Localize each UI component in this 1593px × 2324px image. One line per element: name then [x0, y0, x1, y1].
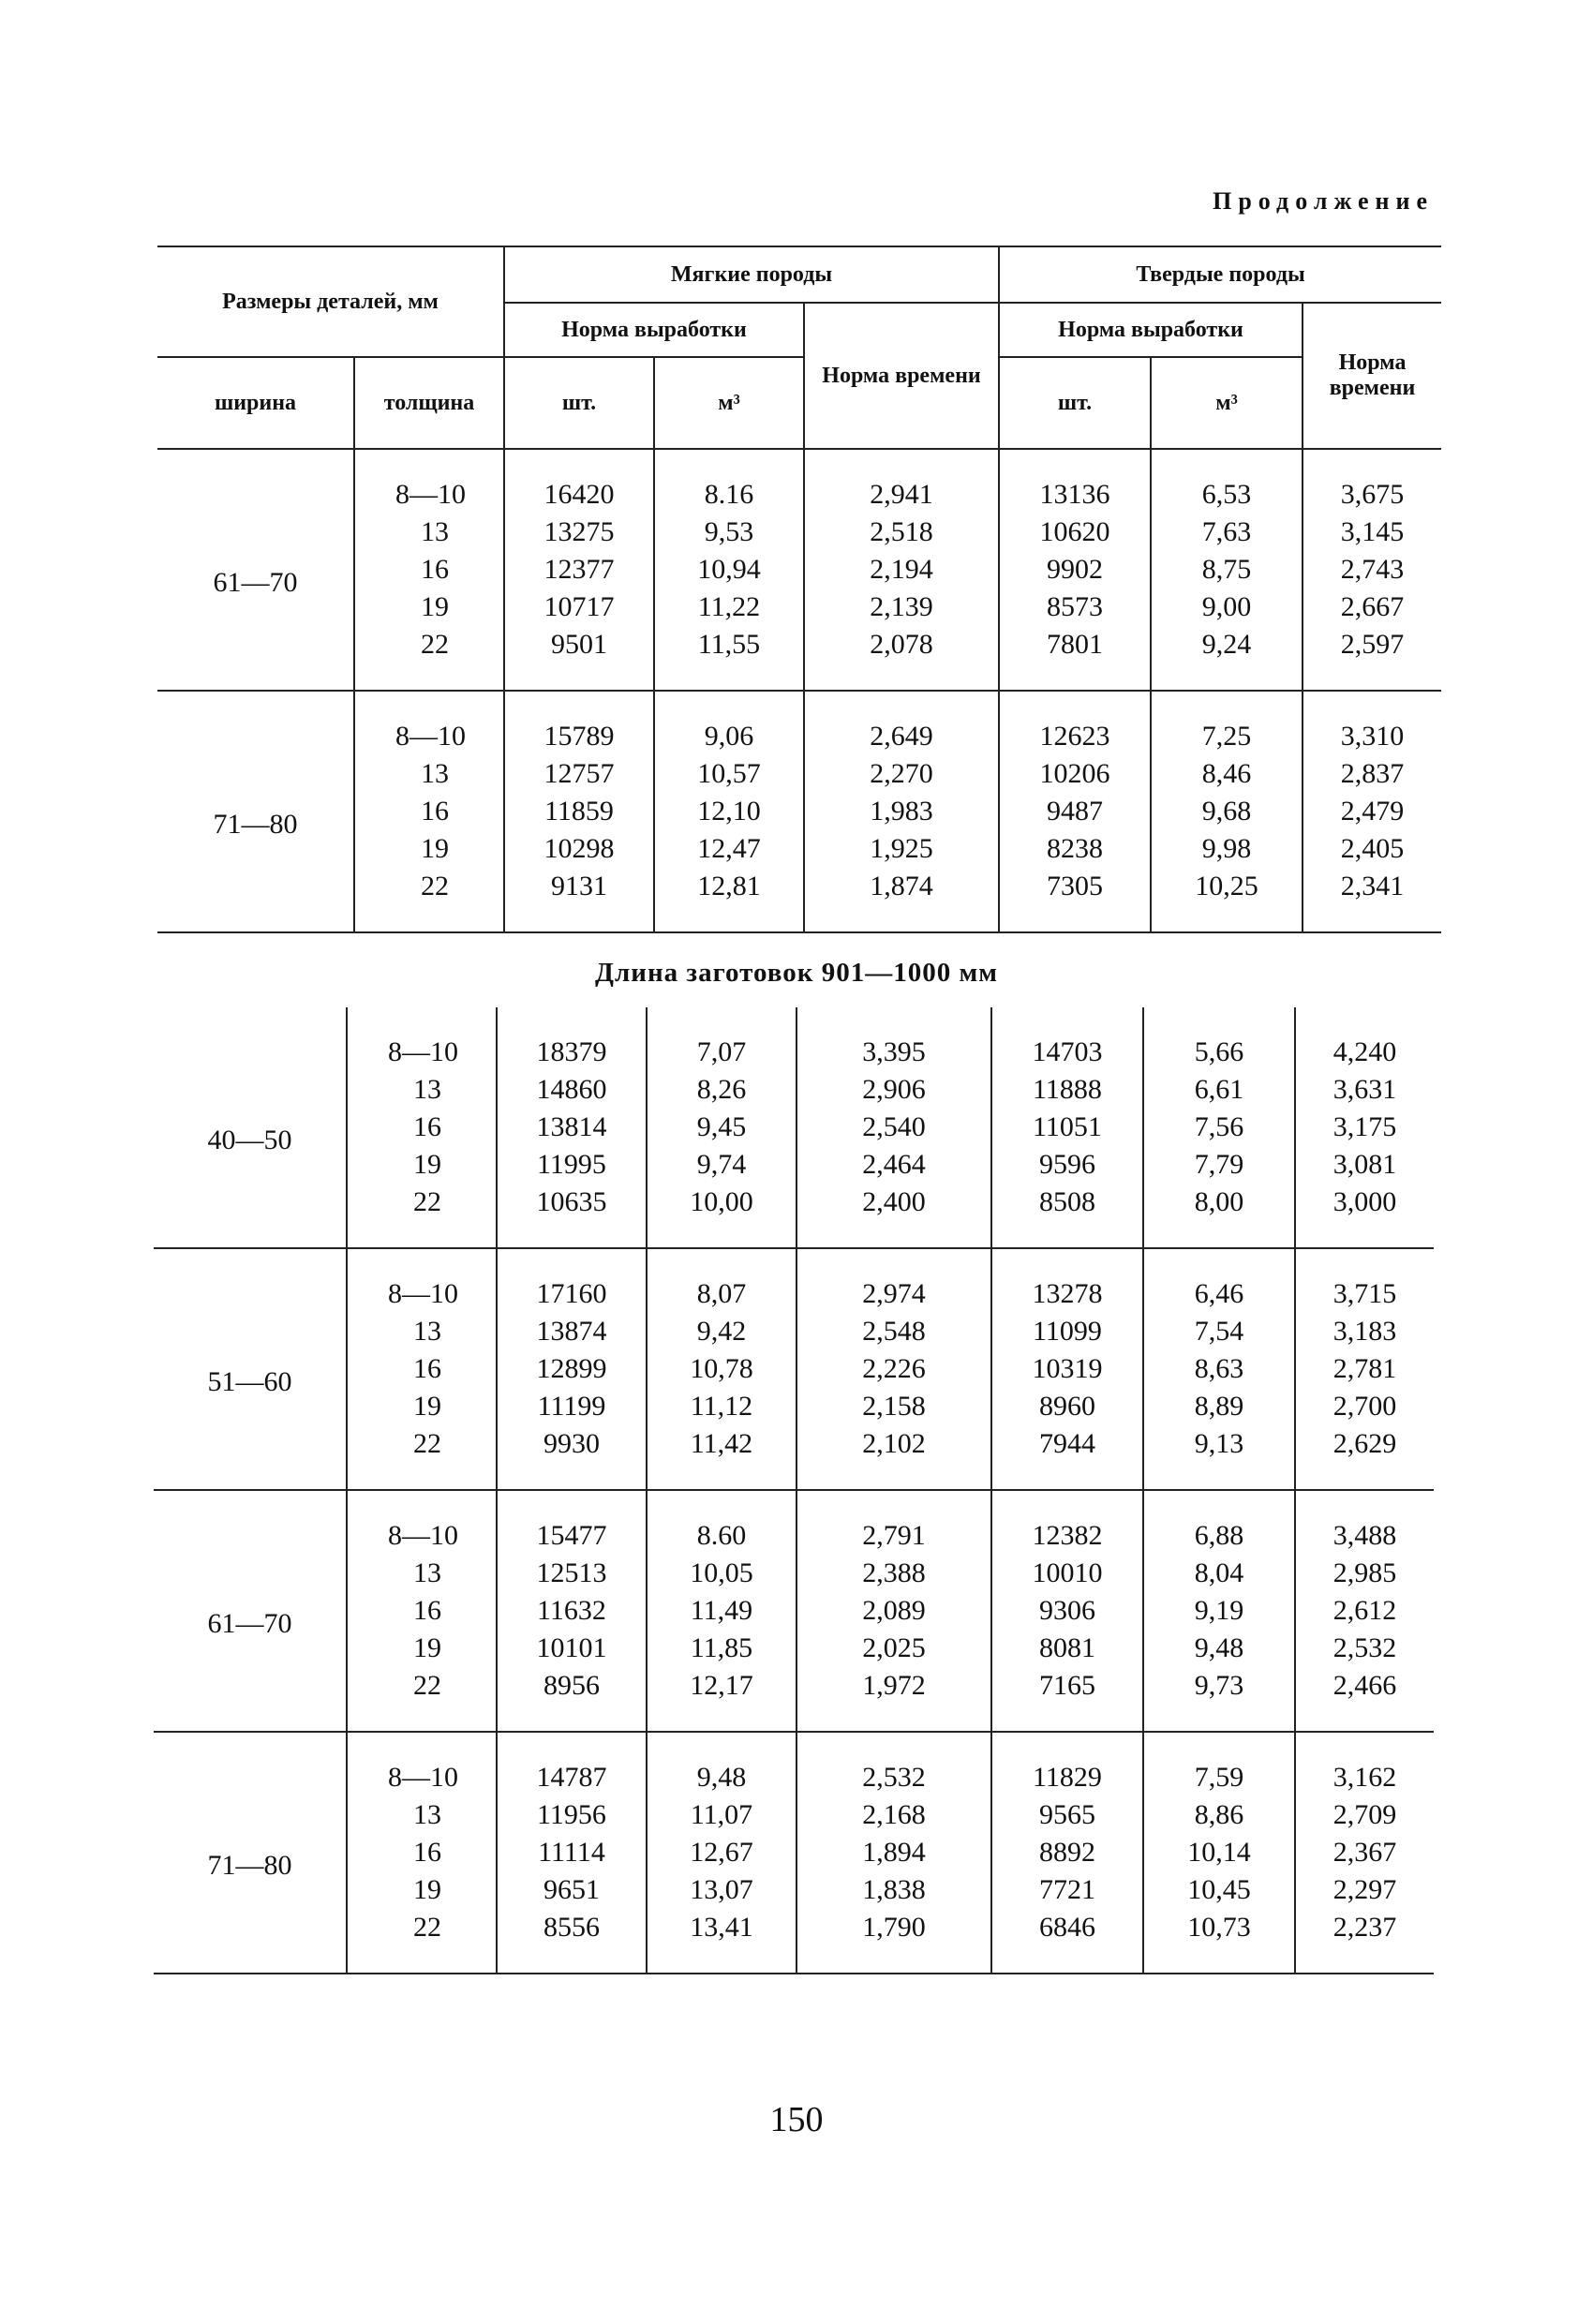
hard-time-cell: 2,837	[1303, 755, 1441, 793]
soft-m3-cell: 11,22	[654, 588, 804, 626]
thickness-cell: 16	[347, 1109, 497, 1146]
soft-time-cell: 2,464	[796, 1146, 991, 1184]
hard-m3-cell: 8,00	[1143, 1184, 1295, 1248]
hard-pcs-cell: 8960	[991, 1388, 1143, 1425]
soft-time-cell: 2,941	[804, 450, 999, 514]
soft-pcs-cell: 8556	[497, 1909, 647, 1974]
soft-pcs-cell: 10635	[497, 1184, 647, 1248]
soft-m3-cell: 9,53	[654, 514, 804, 551]
hard-m3-cell: 9,98	[1151, 830, 1303, 868]
soft-time-cell: 2,540	[796, 1109, 991, 1146]
hard-time-cell: 3,081	[1295, 1146, 1434, 1184]
header-hard-time-norm: Норма времени	[1303, 303, 1441, 449]
soft-m3-cell: 12,47	[654, 830, 804, 868]
hard-m3-cell: 8,63	[1143, 1350, 1295, 1388]
header-hard-m3: м³	[1151, 357, 1303, 449]
soft-time-cell: 2,518	[804, 514, 999, 551]
soft-pcs-cell: 11956	[497, 1796, 647, 1834]
header-soft-pcs: шт.	[504, 357, 654, 449]
hard-pcs-cell: 7721	[991, 1871, 1143, 1909]
hard-pcs-cell: 8081	[991, 1630, 1143, 1667]
hard-m3-cell: 7,56	[1143, 1109, 1295, 1146]
hard-time-cell: 3,175	[1295, 1109, 1434, 1146]
hard-m3-cell: 8,86	[1143, 1796, 1295, 1834]
hard-time-cell: 3,145	[1303, 514, 1441, 551]
soft-pcs-cell: 9651	[497, 1871, 647, 1909]
hard-time-cell: 2,466	[1295, 1667, 1434, 1732]
soft-time-cell: 2,388	[796, 1555, 991, 1592]
header-hard-species: Твердые породы	[999, 246, 1441, 303]
soft-time-cell: 2,906	[796, 1071, 991, 1109]
width-group	[157, 450, 1441, 691]
soft-time-cell: 1,838	[796, 1871, 991, 1909]
soft-time-cell: 2,158	[796, 1388, 991, 1425]
soft-pcs-cell: 14787	[497, 1732, 647, 1796]
thickness-cell: 13	[347, 1313, 497, 1350]
width-cell: 61—70	[213, 567, 298, 598]
soft-m3-cell: 9,48	[647, 1732, 796, 1796]
hard-time-cell: 3,715	[1295, 1248, 1434, 1313]
soft-pcs-cell: 11859	[504, 793, 654, 830]
soft-time-cell: 2,548	[796, 1313, 991, 1350]
hard-pcs-cell: 8892	[991, 1834, 1143, 1871]
hard-m3-cell: 6,46	[1143, 1248, 1295, 1313]
hard-pcs-cell: 12623	[999, 691, 1151, 755]
thickness-cell: 22	[347, 1909, 497, 1974]
soft-pcs-cell: 9131	[504, 868, 654, 932]
hard-m3-cell: 10,14	[1143, 1834, 1295, 1871]
soft-pcs-cell: 12899	[497, 1350, 647, 1388]
soft-pcs-cell: 10298	[504, 830, 654, 868]
thickness-cell: 22	[347, 1425, 497, 1490]
thickness-cell: 19	[354, 588, 504, 626]
hard-time-cell: 3,488	[1295, 1490, 1434, 1555]
thickness-cell: 13	[347, 1071, 497, 1109]
page-number: 150	[769, 2100, 824, 2139]
hard-pcs-cell: 7305	[999, 868, 1151, 932]
soft-pcs-cell: 15477	[497, 1490, 647, 1555]
hard-pcs-cell: 9596	[991, 1146, 1143, 1184]
soft-pcs-cell: 10101	[497, 1630, 647, 1667]
width-group	[157, 691, 1441, 932]
hard-m3-cell: 9,48	[1143, 1630, 1295, 1667]
width-group	[154, 1732, 1434, 1974]
soft-time-cell: 2,270	[804, 755, 999, 793]
hard-m3-cell: 9,13	[1143, 1425, 1295, 1490]
soft-time-cell: 2,139	[804, 588, 999, 626]
soft-time-cell: 2,226	[796, 1350, 991, 1388]
hard-pcs-cell: 10206	[999, 755, 1151, 793]
hard-time-cell: 2,237	[1295, 1909, 1434, 1974]
thickness-cell: 22	[347, 1667, 497, 1732]
thickness-cell: 19	[347, 1388, 497, 1425]
soft-pcs-cell: 11114	[497, 1834, 647, 1871]
soft-pcs-cell: 13814	[497, 1109, 647, 1146]
soft-pcs-cell: 12377	[504, 551, 654, 588]
hard-time-cell: 2,743	[1303, 551, 1441, 588]
hard-time-cell: 2,612	[1295, 1592, 1434, 1630]
hard-pcs-cell: 11829	[991, 1732, 1143, 1796]
soft-m3-cell: 8,26	[647, 1071, 796, 1109]
hard-pcs-cell: 11888	[991, 1071, 1143, 1109]
soft-pcs-cell: 18379	[497, 1007, 647, 1071]
soft-time-cell: 2,089	[796, 1592, 991, 1630]
hard-m3-cell: 5,66	[1143, 1007, 1295, 1071]
thickness-cell: 16	[354, 793, 504, 830]
soft-m3-cell: 8.16	[654, 450, 804, 514]
thickness-cell: 16	[347, 1350, 497, 1388]
thickness-cell: 13	[354, 755, 504, 793]
hard-pcs-cell: 9306	[991, 1592, 1143, 1630]
thickness-cell: 16	[354, 551, 504, 588]
thickness-cell: 8—10	[347, 1732, 497, 1796]
thickness-cell: 13	[354, 514, 504, 551]
hard-m3-cell: 9,19	[1143, 1592, 1295, 1630]
soft-pcs-cell: 9930	[497, 1425, 647, 1490]
soft-pcs-cell: 10717	[504, 588, 654, 626]
soft-m3-cell: 13,07	[647, 1871, 796, 1909]
soft-m3-cell: 10,00	[647, 1184, 796, 1248]
hard-pcs-cell: 8238	[999, 830, 1151, 868]
header-soft-m3: м³	[654, 357, 804, 449]
soft-pcs-cell: 11632	[497, 1592, 647, 1630]
thickness-cell: 19	[347, 1146, 497, 1184]
soft-m3-cell: 11,49	[647, 1592, 796, 1630]
table-row	[157, 691, 1441, 755]
thickness-cell: 22	[354, 626, 504, 691]
continuation-label: Продолжение	[1213, 187, 1434, 215]
hard-time-cell: 2,597	[1303, 626, 1441, 691]
hard-m3-cell: 7,25	[1151, 691, 1303, 755]
hard-time-cell: 2,479	[1303, 793, 1441, 830]
hard-m3-cell: 7,54	[1143, 1313, 1295, 1350]
hard-pcs-cell: 6846	[991, 1909, 1143, 1974]
thickness-cell: 13	[347, 1796, 497, 1834]
soft-time-cell: 1,790	[796, 1909, 991, 1974]
soft-m3-cell: 11,42	[647, 1425, 796, 1490]
hard-pcs-cell: 9902	[999, 551, 1151, 588]
hard-time-cell: 2,405	[1303, 830, 1441, 868]
soft-time-cell: 2,078	[804, 626, 999, 691]
data-table-top	[157, 450, 1441, 933]
soft-m3-cell: 8.60	[647, 1490, 796, 1555]
soft-time-cell: 2,102	[796, 1425, 991, 1490]
width-cell: 71—80	[213, 809, 298, 840]
header-thickness: толщина	[354, 357, 504, 449]
hard-time-cell: 3,631	[1295, 1071, 1434, 1109]
hard-pcs-cell: 8508	[991, 1184, 1143, 1248]
soft-m3-cell: 12,17	[647, 1667, 796, 1732]
soft-time-cell: 2,400	[796, 1184, 991, 1248]
hard-time-cell: 2,297	[1295, 1871, 1434, 1909]
data-table-bottom	[154, 1007, 1434, 1974]
hard-m3-cell: 9,24	[1151, 626, 1303, 691]
thickness-cell: 19	[354, 830, 504, 868]
soft-m3-cell: 11,85	[647, 1630, 796, 1667]
hard-pcs-cell: 14703	[991, 1007, 1143, 1071]
hard-time-cell: 2,985	[1295, 1555, 1434, 1592]
soft-m3-cell: 9,42	[647, 1313, 796, 1350]
soft-m3-cell: 8,07	[647, 1248, 796, 1313]
hard-time-cell: 2,341	[1303, 868, 1441, 932]
hard-time-cell: 2,709	[1295, 1796, 1434, 1834]
width-cell: 61—70	[207, 1608, 292, 1639]
hard-time-cell: 2,532	[1295, 1630, 1434, 1667]
soft-time-cell: 2,649	[804, 691, 999, 755]
hard-time-cell: 2,367	[1295, 1834, 1434, 1871]
hard-pcs-cell: 13278	[991, 1248, 1143, 1313]
hard-time-cell: 3,162	[1295, 1732, 1434, 1796]
thickness-cell: 22	[347, 1184, 497, 1248]
soft-pcs-cell: 17160	[497, 1248, 647, 1313]
hard-pcs-cell: 9565	[991, 1796, 1143, 1834]
hard-pcs-cell: 9487	[999, 793, 1151, 830]
soft-time-cell: 3,395	[796, 1007, 991, 1071]
hard-m3-cell: 9,00	[1151, 588, 1303, 626]
hard-time-cell: 3,183	[1295, 1313, 1434, 1350]
soft-time-cell: 2,194	[804, 551, 999, 588]
hard-time-cell: 3,675	[1303, 450, 1441, 514]
hard-m3-cell: 9,68	[1151, 793, 1303, 830]
table-row	[157, 450, 1441, 514]
thickness-cell: 19	[347, 1630, 497, 1667]
soft-pcs-cell: 11199	[497, 1388, 647, 1425]
soft-m3-cell: 9,45	[647, 1109, 796, 1146]
header-width: ширина	[214, 390, 297, 415]
thickness-cell: 13	[347, 1555, 497, 1592]
header-soft-output-norm: Норма выработки	[504, 303, 804, 357]
table-row	[154, 1732, 1434, 1796]
soft-time-cell: 2,532	[796, 1732, 991, 1796]
header-soft-species: Мягкие породы	[504, 246, 999, 303]
hard-m3-cell: 10,25	[1151, 868, 1303, 932]
thickness-cell: 8—10	[354, 691, 504, 755]
hard-time-cell: 2,700	[1295, 1388, 1434, 1425]
soft-time-cell: 2,025	[796, 1630, 991, 1667]
hard-m3-cell: 7,79	[1143, 1146, 1295, 1184]
soft-time-cell: 1,925	[804, 830, 999, 868]
hard-m3-cell: 6,53	[1151, 450, 1303, 514]
soft-m3-cell: 10,94	[654, 551, 804, 588]
soft-m3-cell: 12,10	[654, 793, 804, 830]
hard-pcs-cell: 10620	[999, 514, 1151, 551]
hard-pcs-cell: 11051	[991, 1109, 1143, 1146]
hard-pcs-cell: 7944	[991, 1425, 1143, 1490]
hard-m3-cell: 10,45	[1143, 1871, 1295, 1909]
soft-time-cell: 2,168	[796, 1796, 991, 1834]
soft-pcs-cell: 12757	[504, 755, 654, 793]
soft-m3-cell: 13,41	[647, 1909, 796, 1974]
table-row	[154, 1007, 1434, 1071]
thickness-cell: 16	[347, 1592, 497, 1630]
hard-time-cell: 2,629	[1295, 1425, 1434, 1490]
table-row	[154, 1248, 1434, 1313]
soft-m3-cell: 12,81	[654, 868, 804, 932]
table-row	[154, 1490, 1434, 1555]
hard-time-cell: 4,240	[1295, 1007, 1434, 1071]
hard-pcs-cell: 11099	[991, 1313, 1143, 1350]
thickness-cell: 8—10	[347, 1248, 497, 1313]
thickness-cell: 16	[347, 1834, 497, 1871]
soft-time-cell: 1,972	[796, 1667, 991, 1732]
table-header	[157, 246, 1441, 450]
header-dimensions: Размеры деталей, мм	[157, 246, 504, 357]
soft-time-cell: 1,894	[796, 1834, 991, 1871]
soft-m3-cell: 10,78	[647, 1350, 796, 1388]
soft-pcs-cell: 8956	[497, 1667, 647, 1732]
width-group	[154, 1490, 1434, 1732]
soft-time-cell: 1,983	[804, 793, 999, 830]
width-cell: 51—60	[207, 1366, 292, 1397]
thickness-cell: 22	[354, 868, 504, 932]
soft-pcs-cell: 16420	[504, 450, 654, 514]
hard-m3-cell: 7,59	[1143, 1732, 1295, 1796]
hard-m3-cell: 7,63	[1151, 514, 1303, 551]
soft-time-cell: 2,791	[796, 1490, 991, 1555]
soft-m3-cell: 11,07	[647, 1796, 796, 1834]
soft-m3-cell: 10,57	[654, 755, 804, 793]
width-group	[154, 1007, 1434, 1248]
soft-pcs-cell: 12513	[497, 1555, 647, 1592]
hard-pcs-cell: 13136	[999, 450, 1151, 514]
soft-pcs-cell: 9501	[504, 626, 654, 691]
hard-pcs-cell: 7165	[991, 1667, 1143, 1732]
hard-pcs-cell: 10010	[991, 1555, 1143, 1592]
soft-m3-cell: 9,74	[647, 1146, 796, 1184]
width-group	[154, 1248, 1434, 1490]
hard-pcs-cell: 8573	[999, 588, 1151, 626]
thickness-cell: 8—10	[354, 450, 504, 514]
soft-m3-cell: 9,06	[654, 691, 804, 755]
hard-m3-cell: 8,75	[1151, 551, 1303, 588]
soft-time-cell: 2,974	[796, 1248, 991, 1313]
soft-m3-cell: 7,07	[647, 1007, 796, 1071]
hard-time-cell: 3,000	[1295, 1184, 1434, 1248]
width-cell: 71—80	[207, 1850, 292, 1881]
soft-time-cell: 1,874	[804, 868, 999, 932]
hard-pcs-cell: 12382	[991, 1490, 1143, 1555]
header-soft-time-norm: Норма времени	[804, 303, 999, 449]
hard-pcs-cell: 10319	[991, 1350, 1143, 1388]
hard-time-cell: 2,781	[1295, 1350, 1434, 1388]
soft-pcs-cell: 13275	[504, 514, 654, 551]
width-cell: 40—50	[207, 1125, 292, 1155]
hard-m3-cell: 9,73	[1143, 1667, 1295, 1732]
hard-time-cell: 3,310	[1303, 691, 1441, 755]
hard-pcs-cell: 7801	[999, 626, 1151, 691]
hard-m3-cell: 8,46	[1151, 755, 1303, 793]
soft-pcs-cell: 11995	[497, 1146, 647, 1184]
thickness-cell: 19	[347, 1871, 497, 1909]
soft-pcs-cell: 14860	[497, 1071, 647, 1109]
header-hard-pcs: шт.	[999, 357, 1151, 449]
thickness-cell: 8—10	[347, 1007, 497, 1071]
thickness-cell: 8—10	[347, 1490, 497, 1555]
hard-m3-cell: 6,61	[1143, 1071, 1295, 1109]
soft-m3-cell: 11,55	[654, 626, 804, 691]
soft-pcs-cell: 15789	[504, 691, 654, 755]
hard-m3-cell: 6,88	[1143, 1490, 1295, 1555]
hard-m3-cell: 8,89	[1143, 1388, 1295, 1425]
soft-pcs-cell: 13874	[497, 1313, 647, 1350]
soft-m3-cell: 11,12	[647, 1388, 796, 1425]
hard-m3-cell: 10,73	[1143, 1909, 1295, 1974]
soft-m3-cell: 10,05	[647, 1555, 796, 1592]
soft-m3-cell: 12,67	[647, 1834, 796, 1871]
header-hard-output-norm: Норма выработки	[999, 303, 1303, 357]
hard-time-cell: 2,667	[1303, 588, 1441, 626]
hard-m3-cell: 8,04	[1143, 1555, 1295, 1592]
section-title: Длина заготовок 901—1000 мм	[595, 958, 998, 988]
